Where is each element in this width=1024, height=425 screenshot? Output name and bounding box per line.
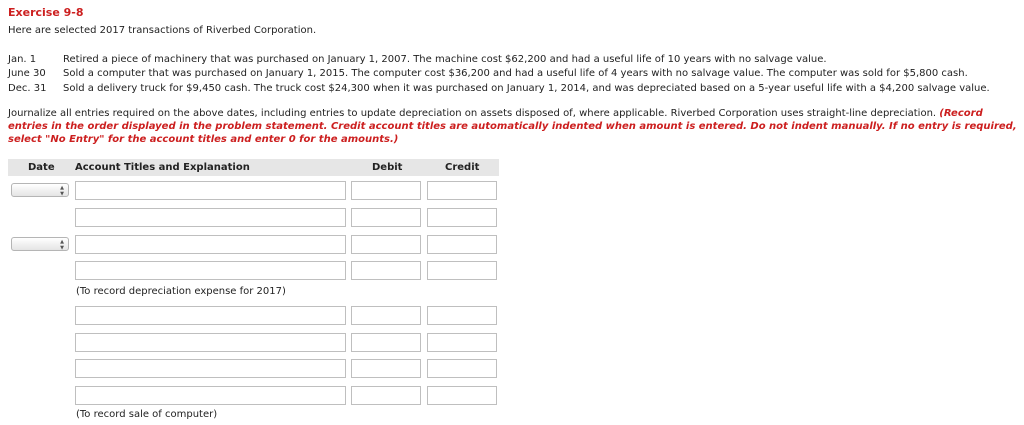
instructions-text: Journalize all entries required on the above dates, including entries to update depreciation on assets disposed of, where applicable. Riverbed Corporation uses straight-line depreciation. <box>8 108 940 119</box>
debit-field[interactable] <box>351 208 421 227</box>
debit-field[interactable] <box>351 359 421 378</box>
transaction-text: Sold a computer that was purchased on January 1, 2015. The computer cost $36,200 and had a useful life of 4 years with no salvage value. The computer was sold for $5,800 cash. <box>63 68 968 79</box>
entry-explanation: (To record sale of computer) <box>76 409 218 420</box>
transaction-row <box>8 68 968 79</box>
debit-field[interactable] <box>351 235 421 254</box>
exercise-intro: Here are selected 2017 transactions of Riverbed Corporation. <box>8 25 317 36</box>
account-field[interactable] <box>75 333 346 352</box>
header-credit: Credit <box>445 162 480 173</box>
transaction-date: Dec. 31 <box>8 83 47 94</box>
account-field[interactable] <box>75 181 346 200</box>
date-select[interactable] <box>11 183 69 197</box>
credit-field[interactable] <box>427 208 497 227</box>
transaction-row <box>8 54 827 65</box>
header-debit: Debit <box>372 162 403 173</box>
account-field[interactable] <box>75 208 346 227</box>
entry-explanation: (To record depreciation expense for 2017) <box>76 286 286 297</box>
transaction-text: Retired a piece of machinery that was purchased on January 1, 2007. The machine cost $62,200 and had a useful life of 10 years with no salvage value. <box>63 54 827 65</box>
transaction-text: Sold a delivery truck for $9,450 cash. The truck cost $24,300 when it was purchased on January 1, 2014, and was depreciated based on a 5-year useful life with a $4,200 salvage value. <box>63 83 990 94</box>
credit-field[interactable] <box>427 235 497 254</box>
debit-field[interactable] <box>351 181 421 200</box>
date-select[interactable] <box>11 237 69 251</box>
debit-field[interactable] <box>351 386 421 405</box>
credit-field[interactable] <box>427 261 497 280</box>
transaction-date: Jan. 1 <box>8 54 37 65</box>
account-field[interactable] <box>75 386 346 405</box>
debit-field[interactable] <box>351 306 421 325</box>
account-field[interactable] <box>75 235 346 254</box>
header-account: Account Titles and Explanation <box>75 162 250 173</box>
debit-field[interactable] <box>351 261 421 280</box>
journal-table-header <box>8 159 499 176</box>
credit-field[interactable] <box>427 181 497 200</box>
select-arrows-icon: ▲ ▼ <box>60 239 64 251</box>
credit-field[interactable] <box>427 333 497 352</box>
exercise-title: Exercise 9-8 <box>8 6 84 19</box>
account-field[interactable] <box>75 306 346 325</box>
credit-field[interactable] <box>427 386 497 405</box>
transaction-row <box>8 83 990 94</box>
credit-field[interactable] <box>427 359 497 378</box>
instructions <box>8 107 1020 146</box>
credit-field[interactable] <box>427 306 497 325</box>
account-field[interactable] <box>75 359 346 378</box>
header-date: Date <box>28 162 55 173</box>
account-field[interactable] <box>75 261 346 280</box>
instructions-emphasis: (Record entries in the order displayed in the problem statement. Credit account titles are automatically indented when amount is entered. Do not indent manually. If no entry is required, select "No Entry" for the account titles and enter 0 for the amounts.) <box>8 108 1017 145</box>
debit-field[interactable] <box>351 333 421 352</box>
select-arrows-icon: ▲ ▼ <box>60 185 64 197</box>
transaction-date: June 30 <box>8 68 46 79</box>
